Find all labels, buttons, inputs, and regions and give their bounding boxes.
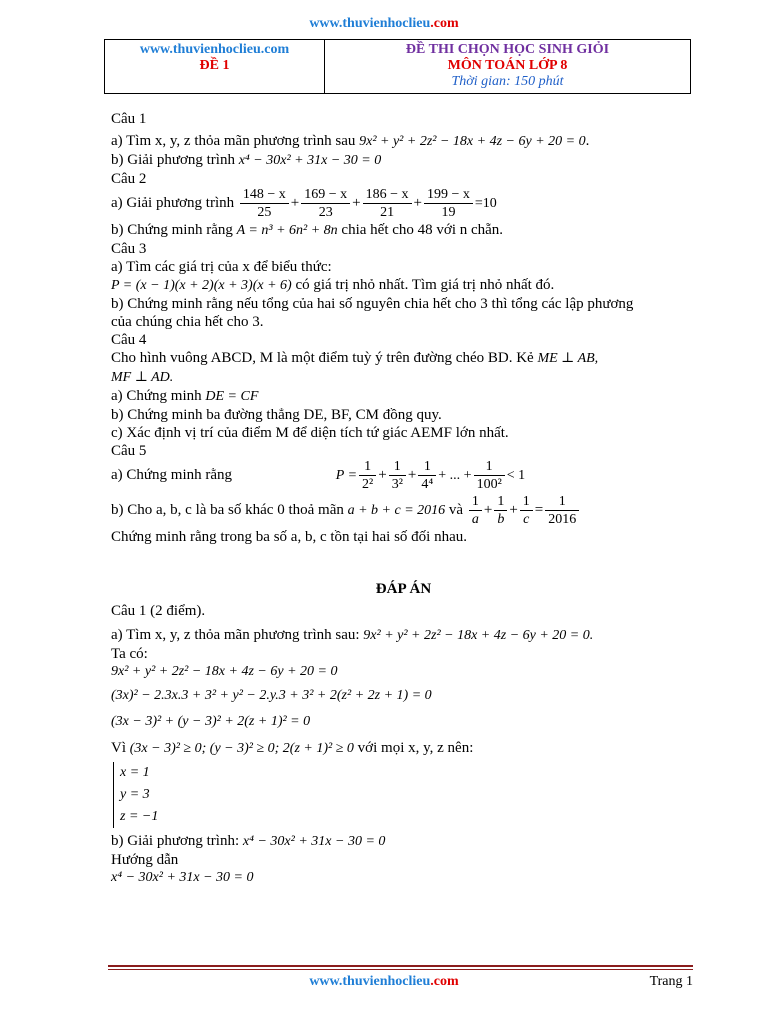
q1a-equation: 9x² + y² + 2z² − 18x + 4z − 6y + 20 = 0 — [359, 134, 586, 149]
footer-rule-thick — [108, 965, 693, 967]
q5a-ellipsis: + ... + — [438, 467, 472, 483]
q4a: a) Chứng minh DE = CF — [111, 388, 259, 404]
q2b-equation: A = n³ + 6n² + 8n — [236, 223, 338, 238]
q2b — [111, 221, 696, 240]
answer-q1a: a) Tìm x, y, z thỏa mãn phương trình sau: 9x² + y² + 2z² − 18x + 4z − 6y + 20 = 0. — [111, 627, 594, 643]
q2a-fraction-1: $\frac{148 - x}{25}$ — [240, 186, 289, 221]
q2b-tail: chia hết cho 48 với n chẵn. — [337, 222, 504, 238]
q1b-text: b) Giải phương trình — [111, 152, 239, 168]
q1a-text: a) Tìm x, y, z thỏa mãn phương trình sau — [111, 133, 360, 149]
q5b: b) Cho a, b, c là ba số khác 0 thoả mãn a + b + c = 2016 và $\frac{1}{a}$ + $\frac{1}{b}$ + $\frac{1}{c}$ = $\frac{1}{2016}$ — [111, 493, 696, 528]
header-exam-code: ĐỀ 1 — [199, 58, 230, 73]
q5b-equation: a + b + c = 2016 — [347, 502, 446, 518]
q5b-frac-2016: $\frac{1}{2016}$ — [545, 493, 579, 528]
exam-subject: MÔN TOÁN LỚP 8 — [447, 58, 568, 73]
answer-since: Vì (3x − 3)² ≥ 0; (y − 3)² ≥ 0; 2(z + 1)² ≥ 0 với mọi x, y, z nên: — [111, 740, 474, 756]
q4-me-perp: ME ⊥ AB, — [537, 351, 599, 366]
q5b-frac-c: $\frac{1}{c}$ — [520, 493, 533, 528]
q2a-fraction-4: $\frac{199 - x}{19}$ — [424, 186, 473, 221]
solution-y: y = 3 — [120, 787, 150, 802]
q3b-text-2: của chúng chia hết cho 3. — [111, 314, 264, 330]
top-site-link[interactable]: www.thuvienhoclieu.com — [309, 16, 459, 31]
q4b: b) Chứng minh ba đường thẳng DE, BF, CM đồng quy. — [111, 407, 442, 423]
q3b-text: b) Chứng minh rằng nếu tổng của hai số nguyên chia hết cho 3 thì tổng các lập phương — [111, 296, 634, 312]
answer-q1b: b) Giải phương trình: x⁴ − 30x² + 31x − 30 = 0 — [111, 833, 386, 849]
q2a-fraction-2: $\frac{169 - x}{23}$ — [301, 186, 350, 221]
answer-eq-2: (3x)² − 2.3x.3 + 3² + y² − 2.y.3 + 3² + 2(z² + 2z + 1) = 0 — [111, 688, 432, 703]
question-4-heading: Câu 4 — [111, 332, 147, 348]
answer-solution-system — [113, 762, 158, 828]
page-number: Trang 1 — [649, 974, 693, 989]
q4a-equation: DE = CF — [205, 389, 259, 404]
q1b — [111, 151, 696, 170]
q4-mf-perp: MF ⊥ AD. — [111, 370, 174, 385]
q5a-frac-4: $\frac{1}{\text{100²}}$ — [474, 458, 505, 493]
answer-title: ĐÁP ÁN — [375, 581, 432, 597]
footer-rule-thin — [108, 969, 693, 970]
q5b-frac-a: $\frac{1}{a}$ — [469, 493, 482, 528]
q2b-text: b) Chứng minh rằng — [111, 222, 237, 238]
q4-mf — [111, 368, 696, 387]
header-right-cell — [325, 40, 690, 93]
q3a-equation: P = (x − 1)(x + 2)(x + 3)(x + 6) — [111, 278, 292, 293]
q2a-rhs: =10 — [474, 195, 497, 211]
q5a-frac-1: $\frac{1}{\text{2²}}$ — [359, 458, 376, 493]
q5a-frac-2: $\frac{1}{\text{3²}}$ — [389, 458, 406, 493]
q1a: a) Tìm x, y, z thỏa mãn phương trình sau 9x² + y² + 2z² − 18x + 4z − 6y + 20 = 0. — [111, 133, 590, 149]
q5a-frac-3: $\frac{1}{\text{4⁴}}$ — [418, 458, 436, 493]
q5b-frac-b: $\frac{1}{b}$ — [494, 493, 507, 528]
header-site[interactable]: www.thuvienhoclieu.com — [139, 42, 290, 57]
exam-header-box — [104, 39, 691, 94]
q5a-rhs: < 1 — [506, 467, 526, 483]
footer-site-link[interactable]: www.thuvienhoclieu.com — [309, 974, 459, 989]
q5b-line-2: Chứng minh rằng trong ba số a, b, c tồn tại hai số đối nhau. — [111, 529, 467, 545]
solution-z: z = −1 — [120, 809, 159, 824]
header-left-cell — [105, 40, 325, 93]
q5a-lhs: P = — [335, 467, 358, 483]
q2a-text: a) Giải phương trình — [111, 194, 238, 211]
exam-time: Thời gian: 150 phút — [451, 74, 564, 89]
answer-q1b-equation-2: x⁴ − 30x² + 31x − 30 = 0 — [111, 870, 254, 885]
q1b-equation: x⁴ − 30x² + 31x − 30 = 0 — [238, 153, 382, 168]
answer-since-equation: (3x − 3)² ≥ 0; (y − 3)² ≥ 0; 2(z + 1)² ≥ 0 — [129, 741, 354, 756]
question-5-heading: Câu 5 — [111, 443, 147, 459]
q2a-fraction-3: $\frac{186 - x}{21}$ — [363, 186, 412, 221]
answer-q1a-equation: 9x² + y² + 2z² − 18x + 4z − 6y + 20 = 0. — [363, 628, 594, 643]
answer-taco: Ta có: — [111, 646, 148, 662]
q5a: a) Chứng minh rằng P = $\frac{1}{\text{2²}}$ + $\frac{1}{\text{3²}}$ + $\frac{1}{\text{4⁴}}$ + ... + $\frac{1}{\text{100²}}$ < 1 — [111, 459, 526, 492]
exam-title: ĐỀ THI CHỌN HỌC SINH GIỎI — [405, 42, 610, 57]
q3a-text: a) Tìm các giá trị của x để biểu thức: — [111, 259, 332, 275]
answer-eq-3: (3x − 3)² + (y − 3)² + 2(z + 1)² = 0 — [111, 714, 311, 729]
answer-q1b-equation: x⁴ − 30x² + 31x − 30 = 0 — [242, 834, 386, 849]
question-3-heading: Câu 3 — [111, 241, 147, 257]
answer-guide: Hướng dẫn — [111, 852, 179, 868]
question-1-heading: Câu 1 — [111, 111, 147, 127]
q2a: a) Giải phương trình $\frac{148 - x}{25}$ + $\frac{169 - x}{23}$ + $\frac{186 - x}{21}$ + $\frac{199 - x}{19}$ =10 — [111, 187, 497, 220]
q3a-expression — [111, 276, 696, 295]
document-body — [111, 110, 696, 887]
solution-x: x = 1 — [120, 765, 150, 780]
answer-eq-1: 9x² + y² + 2z² − 18x + 4z − 6y + 20 = 0 — [111, 664, 338, 679]
q4-statement: Cho hình vuông ABCD, M là một điểm tuỳ ý trên đường chéo BD. Kẻ ME ⊥ AB, — [111, 350, 599, 366]
q4c: c) Xác định vị trí của điểm M để diện tích tứ giác AEMF lớn nhất. — [111, 425, 509, 441]
question-2-heading: Câu 2 — [111, 171, 147, 187]
answer-q1-heading: Câu 1 (2 điểm). — [111, 603, 206, 619]
q3a-tail: có giá trị nhỏ nhất. Tìm giá trị nhỏ nhất đó. — [291, 277, 555, 293]
